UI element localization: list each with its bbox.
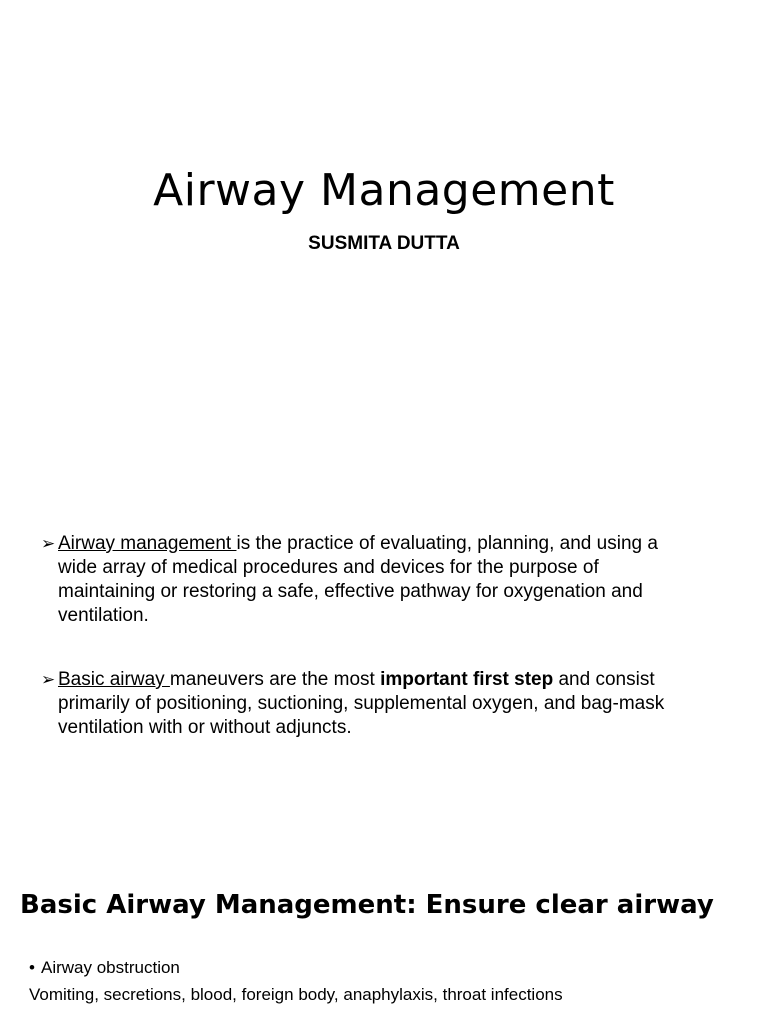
bullet-emphasis: important first step bbox=[380, 669, 554, 690]
bullet-basic-airway bbox=[41, 668, 694, 740]
arrow-bullet-icon: ➢ bbox=[41, 534, 56, 553]
basic-airway-slide bbox=[0, 820, 768, 1024]
list-item-text: Airway obstruction bbox=[41, 958, 180, 977]
bullet-airway-management bbox=[41, 532, 694, 628]
airway-management-link[interactable]: Airway management bbox=[58, 533, 237, 554]
list-item bbox=[29, 957, 180, 979]
bullet-text bbox=[54, 668, 694, 740]
title-slide bbox=[0, 0, 768, 480]
basic-airway-link[interactable]: Basic airway bbox=[58, 669, 170, 690]
arrow-bullet-icon: ➢ bbox=[41, 670, 56, 689]
bullet-body: is the practice of evaluating, planning, and using a wide array of medical procedures and devices for the purpose of maintaining or restoring a safe, effective pathway for oxygenation and ventilation. bbox=[58, 533, 658, 626]
slide-subtitle-author: SUSMITA DUTTA bbox=[308, 233, 460, 254]
bullet-body-start: maneuvers are the most bbox=[169, 669, 381, 690]
causes-line: Vomiting, secretions, blood, foreign body, anaphylaxis, throat infections bbox=[29, 985, 563, 1004]
section-heading: Basic Airway Management: Ensure clear airway bbox=[20, 890, 714, 920]
bullet-text bbox=[54, 532, 694, 628]
bullet-dot-icon: • bbox=[29, 958, 35, 977]
bullet-body-end: and consist primarily of positioning, suctioning, supplemental oxygen, and bag-mask ventilation with or without adjuncts. bbox=[58, 669, 665, 738]
slide-title: Airway Management bbox=[153, 165, 615, 216]
definition-slide bbox=[0, 480, 768, 820]
